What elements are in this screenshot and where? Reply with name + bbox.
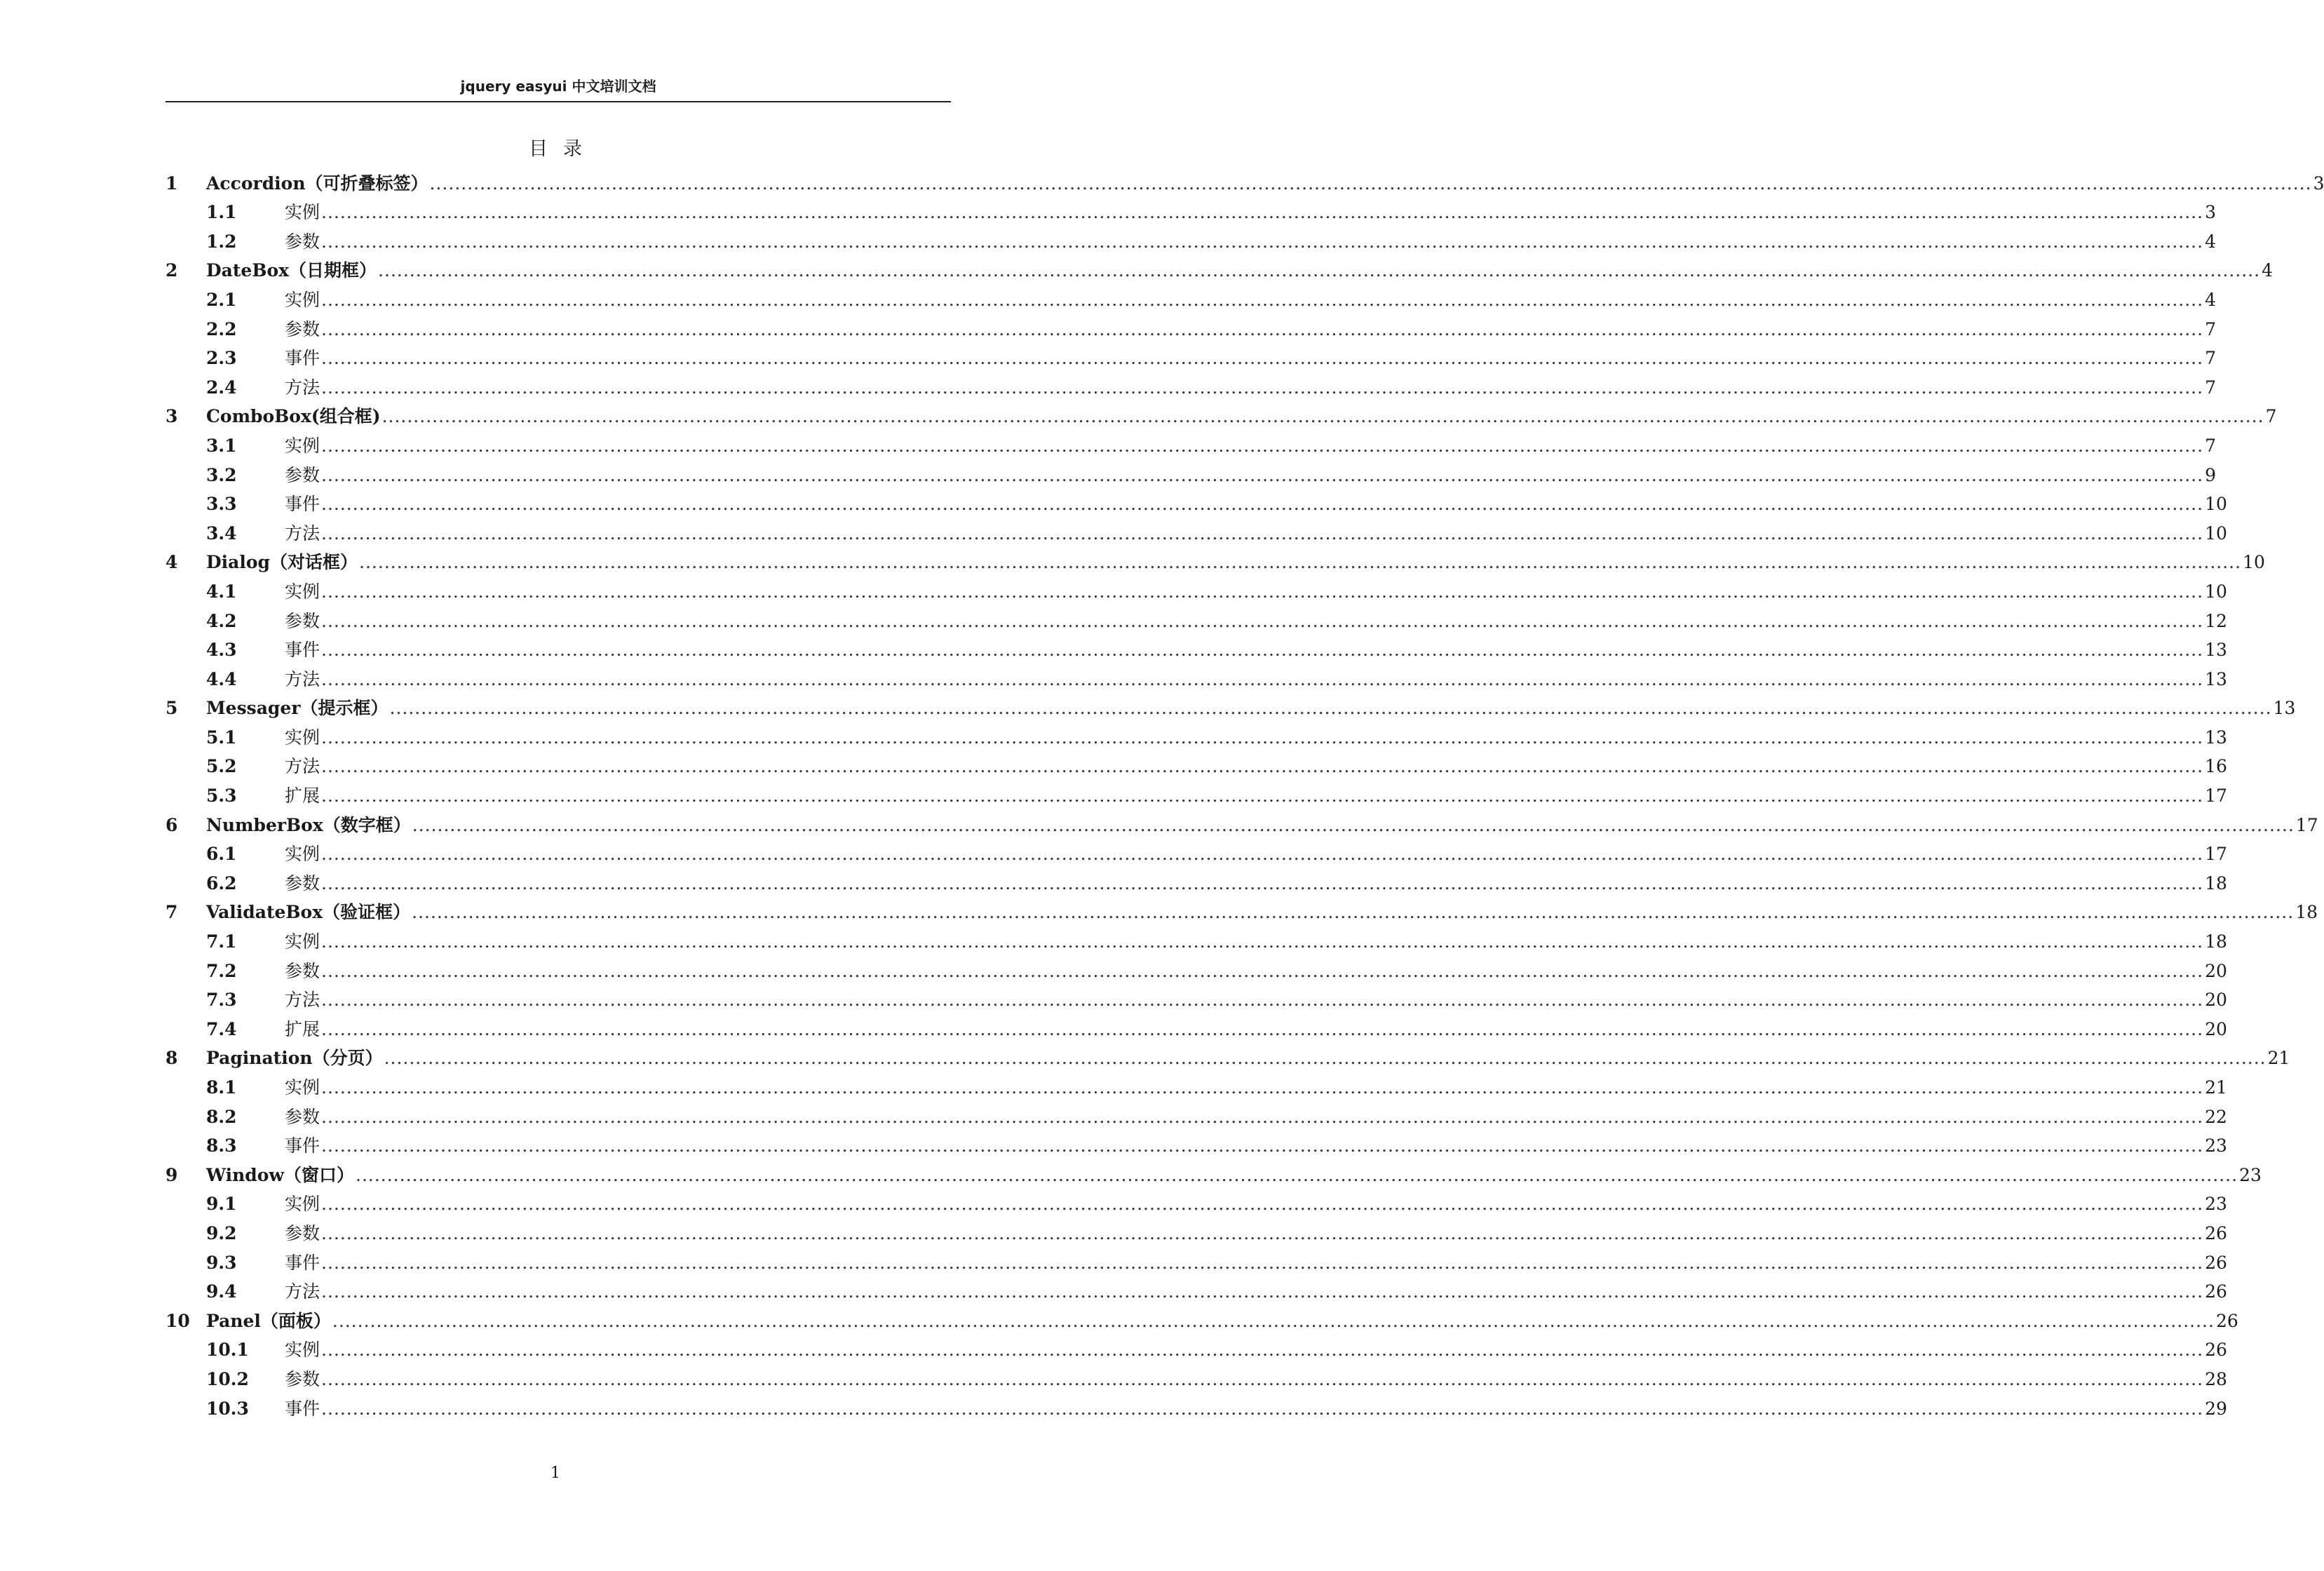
- toc-entry-label: 实例: [285, 1340, 320, 1361]
- toc-entry-section[interactable]: [165, 1011, 2227, 1041]
- toc-entry-page: 26: [2205, 1222, 2227, 1243]
- toc-entry-number: 6.1: [206, 844, 237, 865]
- toc-entry-label: 参数: [285, 1222, 320, 1243]
- toc-entry-chapter[interactable]: [165, 545, 2265, 574]
- toc-entry-page: 17: [2205, 786, 2227, 807]
- toc-entry-section[interactable]: [165, 1128, 2227, 1158]
- toc-entry-section[interactable]: [165, 1391, 2227, 1420]
- toc-dot-leader: ............................................................................................................................................................................................................................................................................................................: [321, 756, 2204, 777]
- toc-entry-page: 26: [2205, 1252, 2227, 1273]
- toc-entry-label: Panel（面板）: [206, 1310, 331, 1331]
- toc-dot-leader: ............................................................................................................................................................................................................................................................................................................: [384, 1048, 2266, 1069]
- toc-dot-leader: ............................................................................................................................................................................................................................................................................................................: [378, 260, 2261, 281]
- toc-entry-number: 7.1: [206, 931, 237, 952]
- toc-entry-number: 5: [165, 698, 178, 719]
- toc-dot-leader: ............................................................................................................................................................................................................................................................................................................: [412, 902, 2295, 923]
- toc-entry-page: 18: [2295, 902, 2318, 923]
- toc-dot-leader: ............................................................................................................................................................................................................................................................................................................: [321, 1135, 2204, 1157]
- toc-entry-page: 13: [2205, 668, 2227, 689]
- toc-entry-number: 4.1: [206, 581, 237, 602]
- toc-entry-label: 参数: [285, 231, 320, 252]
- toc-entry-number: 7.2: [206, 960, 237, 981]
- toc-entry-label: 方法: [285, 522, 320, 544]
- toc-entry-label: 参数: [285, 960, 320, 981]
- toc-entry-label: 实例: [285, 581, 320, 602]
- toc-entry-section[interactable]: [165, 428, 2216, 457]
- toc-entry-page: 22: [2205, 1106, 2227, 1127]
- toc-entry-label: 方法: [285, 377, 320, 398]
- toc-entry-number: 9: [165, 1164, 178, 1185]
- toc-entry-number: 5.2: [206, 756, 237, 777]
- toc-entry-page: 3: [2313, 173, 2324, 194]
- toc-title: 目录: [529, 138, 597, 160]
- toc-entry-number: 1.1: [206, 202, 237, 223]
- toc-entry-number: 3: [165, 406, 178, 427]
- toc-entry-chapter[interactable]: [165, 1041, 2290, 1070]
- toc-entry-chapter[interactable]: [165, 807, 2318, 837]
- toc-dot-leader: ............................................................................................................................................................................................................................................................................................................: [332, 1310, 2215, 1331]
- toc-dot-leader: ............................................................................................................................................................................................................................................................................................................: [321, 668, 2204, 689]
- toc-entry-page: 10: [2243, 552, 2265, 573]
- toc-dot-leader: ............................................................................................................................................................................................................................................................................................................: [321, 1077, 2204, 1098]
- toc-entry-page: 18: [2205, 872, 2227, 894]
- toc-entry-page: 13: [2273, 698, 2296, 719]
- toc-entry-number: 8.2: [206, 1106, 237, 1127]
- toc-entry-page: 7: [2205, 318, 2216, 339]
- toc-entry-number: 2.4: [206, 377, 237, 398]
- toc-entry-number: 9.2: [206, 1222, 237, 1243]
- toc-entry-label: 参数: [285, 464, 320, 485]
- toc-entry-label: 事件: [285, 494, 320, 515]
- toc-dot-leader: ............................................................................................................................................................................................................................................................................................................: [429, 173, 2312, 194]
- toc-entry-number: 8.3: [206, 1135, 237, 1157]
- toc-entry-number: 6.2: [206, 872, 237, 894]
- toc-entry-label: 方法: [285, 1281, 320, 1302]
- toc-entry-section[interactable]: [165, 1274, 2227, 1304]
- toc-entry-number: 8: [165, 1048, 178, 1069]
- toc-dot-leader: ............................................................................................................................................................................................................................................................................................................: [321, 1340, 2204, 1361]
- toc-entry-page: 13: [2205, 727, 2227, 748]
- toc-entry-label: ValidateBox（验证框）: [206, 902, 411, 923]
- toc-dot-leader: ............................................................................................................................................................................................................................................................................................................: [321, 202, 2204, 223]
- toc-entry-label: 参数: [285, 1368, 320, 1389]
- toc-entry-number: 9.3: [206, 1252, 237, 1273]
- toc-entry-section[interactable]: [165, 224, 2216, 253]
- toc-entry-chapter[interactable]: [165, 166, 2324, 195]
- toc-entry-number: 6: [165, 814, 178, 835]
- toc-entry-section[interactable]: [165, 837, 2227, 866]
- toc-entry-section[interactable]: [165, 574, 2227, 603]
- toc-entry-number: 7.3: [206, 990, 237, 1011]
- toc-entry-chapter[interactable]: [165, 1157, 2262, 1187]
- toc-entry-page: 17: [2205, 844, 2227, 865]
- toc-entry-chapter[interactable]: [165, 253, 2273, 283]
- toc-entry-section[interactable]: [165, 865, 2227, 895]
- toc-entry-page: 16: [2205, 756, 2227, 777]
- toc-entry-section[interactable]: [165, 487, 2227, 516]
- toc-entry-page: 28: [2205, 1368, 2227, 1389]
- toc-entry-section[interactable]: [165, 1099, 2227, 1128]
- toc-dot-leader: ............................................................................................................................................................................................................................................................................................................: [321, 1252, 2204, 1273]
- page-header: jquery easyui 中文培训文档: [165, 77, 951, 102]
- toc-dot-leader: ............................................................................................................................................................................................................................................................................................................: [321, 1281, 2204, 1302]
- toc-dot-leader: ............................................................................................................................................................................................................................................................................................................: [389, 698, 2272, 719]
- toc-entry-chapter[interactable]: [165, 895, 2318, 924]
- toc-dot-leader: ............................................................................................................................................................................................................................................................................................................: [321, 990, 2204, 1011]
- toc-entry-section[interactable]: [165, 633, 2227, 662]
- toc-entry-label: Window（窗口）: [206, 1164, 354, 1185]
- toc-entry-number: 1.2: [206, 231, 237, 252]
- toc-entry-label: 实例: [285, 202, 320, 223]
- toc-entry-chapter[interactable]: [165, 691, 2296, 720]
- toc-dot-leader: ............................................................................................................................................................................................................................................................................................................: [321, 1106, 2204, 1127]
- toc-entry-label: 实例: [285, 1077, 320, 1098]
- toc-entry-page: 23: [2205, 1194, 2227, 1215]
- toc-entry-label: 扩展: [285, 786, 320, 807]
- toc-entry-label: 事件: [285, 348, 320, 369]
- toc-entry-section[interactable]: [165, 778, 2227, 807]
- toc-entry-page: 20: [2205, 1018, 2227, 1039]
- toc-entry-label: 事件: [285, 1252, 320, 1273]
- toc-entry-number: 3.2: [206, 464, 237, 485]
- table-of-contents: [165, 166, 2324, 1420]
- toc-entry-chapter[interactable]: [165, 399, 2277, 429]
- toc-entry-chapter[interactable]: [165, 1303, 2238, 1333]
- toc-entry-label: 实例: [285, 931, 320, 952]
- toc-dot-leader: ............................................................................................................................................................................................................................................................................................................: [321, 931, 2204, 952]
- toc-entry-page: 9: [2205, 464, 2216, 485]
- toc-dot-leader: ............................................................................................................................................................................................................................................................................................................: [321, 231, 2204, 252]
- toc-entry-section[interactable]: [165, 983, 2227, 1012]
- toc-entry-section[interactable]: [165, 1333, 2227, 1362]
- toc-entry-number: 7: [165, 902, 178, 923]
- toc-entry-page: 10: [2205, 581, 2227, 602]
- toc-entry-section[interactable]: [165, 1215, 2227, 1245]
- toc-entry-section[interactable]: [165, 282, 2216, 311]
- toc-entry-page: 17: [2295, 814, 2318, 835]
- toc-entry-section[interactable]: [165, 311, 2216, 341]
- toc-entry-number: 3.3: [206, 494, 237, 515]
- toc-entry-number: 3.4: [206, 522, 237, 544]
- toc-entry-page: 26: [2205, 1281, 2227, 1302]
- toc-dot-leader: ............................................................................................................................................................................................................................................................................................................: [321, 872, 2204, 894]
- toc-entry-page: 23: [2205, 1135, 2227, 1157]
- toc-entry-label: 事件: [285, 1135, 320, 1157]
- toc-dot-leader: ............................................................................................................................................................................................................................................................................................................: [321, 640, 2204, 661]
- toc-entry-label: 方法: [285, 668, 320, 689]
- toc-dot-leader: ............................................................................................................................................................................................................................................................................................................: [321, 522, 2204, 544]
- toc-entry-label: 方法: [285, 990, 320, 1011]
- toc-entry-section[interactable]: [165, 603, 2227, 633]
- toc-dot-leader: ............................................................................................................................................................................................................................................................................................................: [381, 406, 2264, 427]
- toc-entry-number: 10: [165, 1310, 190, 1331]
- toc-entry-section[interactable]: [165, 195, 2216, 224]
- toc-dot-leader: ............................................................................................................................................................................................................................................................................................................: [321, 581, 2204, 602]
- toc-entry-section[interactable]: [165, 370, 2216, 399]
- toc-dot-leader: ............................................................................................................................................................................................................................................................................................................: [321, 435, 2204, 456]
- toc-entry-page: 10: [2205, 494, 2227, 515]
- toc-entry-label: ComboBox(组合框): [206, 406, 381, 427]
- toc-entry-section[interactable]: [165, 661, 2227, 691]
- toc-entry-number: 7.4: [206, 1018, 237, 1039]
- toc-entry-page: 3: [2205, 202, 2216, 223]
- toc-entry-label: 实例: [285, 844, 320, 865]
- toc-entry-number: 9.1: [206, 1194, 237, 1215]
- toc-dot-leader: ............................................................................................................................................................................................................................................................................................................: [321, 1398, 2204, 1419]
- toc-dot-leader: ............................................................................................................................................................................................................................................................................................................: [356, 1164, 2238, 1185]
- toc-entry-number: 10.1: [206, 1340, 249, 1361]
- toc-entry-page: 26: [2215, 1310, 2238, 1331]
- toc-entry-number: 4: [165, 552, 178, 573]
- toc-entry-label: 实例: [285, 435, 320, 456]
- toc-entry-section[interactable]: [165, 1361, 2227, 1391]
- toc-entry-page: 29: [2205, 1398, 2227, 1419]
- toc-dot-leader: ............................................................................................................................................................................................................................................................................................................: [359, 552, 2242, 573]
- toc-entry-label: 事件: [285, 640, 320, 661]
- page-number: 1: [550, 1464, 560, 1482]
- toc-entry-page: 21: [2267, 1048, 2290, 1069]
- toc-entry-page: 20: [2205, 990, 2227, 1011]
- toc-entry-number: 10.3: [206, 1398, 249, 1419]
- toc-dot-leader: ............................................................................................................................................................................................................................................................................................................: [321, 610, 2204, 631]
- toc-entry-page: 23: [2239, 1164, 2262, 1185]
- toc-entry-number: 5.3: [206, 786, 237, 807]
- toc-entry-label: Pagination（分页）: [206, 1048, 383, 1069]
- toc-entry-number: 5.1: [206, 727, 237, 748]
- toc-entry-label: 实例: [285, 1194, 320, 1215]
- toc-entry-number: 8.1: [206, 1077, 237, 1098]
- toc-entry-section[interactable]: [165, 953, 2227, 983]
- toc-entry-page: 7: [2265, 406, 2277, 427]
- toc-entry-label: 事件: [285, 1398, 320, 1419]
- toc-entry-page: 4: [2262, 260, 2273, 281]
- toc-entry-page: 4: [2205, 231, 2216, 252]
- toc-entry-label: Dialog（对话框）: [206, 552, 358, 573]
- toc-entry-number: 10.2: [206, 1368, 249, 1389]
- toc-dot-leader: ............................................................................................................................................................................................................................................................................................................: [321, 1222, 2204, 1243]
- toc-entry-label: 方法: [285, 756, 320, 777]
- toc-entry-page: 13: [2205, 640, 2227, 661]
- toc-entry-label: 实例: [285, 727, 320, 748]
- toc-dot-leader: ............................................................................................................................................................................................................................................................................................................: [321, 1018, 2204, 1039]
- toc-entry-label: NumberBox（数字框）: [206, 814, 411, 835]
- toc-entry-page: 7: [2205, 435, 2216, 456]
- toc-entry-page: 4: [2205, 289, 2216, 310]
- toc-entry-number: 4.2: [206, 610, 237, 631]
- toc-entry-label: Accordion（可折叠标签）: [206, 173, 428, 194]
- toc-entry-number: 2: [165, 260, 178, 281]
- toc-entry-section[interactable]: [165, 924, 2227, 953]
- toc-dot-leader: ............................................................................................................................................................................................................................................................................................................: [321, 289, 2204, 310]
- toc-entry-page: 26: [2205, 1340, 2227, 1361]
- toc-entry-label: 参数: [285, 872, 320, 894]
- toc-entry-label: 实例: [285, 289, 320, 310]
- toc-dot-leader: ............................................................................................................................................................................................................................................................................................................: [321, 318, 2204, 339]
- toc-entry-section[interactable]: [165, 1187, 2227, 1216]
- toc-entry-label: 参数: [285, 318, 320, 339]
- toc-dot-leader: ............................................................................................................................................................................................................................................................................................................: [321, 348, 2204, 369]
- toc-dot-leader: ............................................................................................................................................................................................................................................................................................................: [321, 727, 2204, 748]
- toc-dot-leader: ............................................................................................................................................................................................................................................................................................................: [321, 1194, 2204, 1215]
- toc-dot-leader: ............................................................................................................................................................................................................................................................................................................: [321, 377, 2204, 398]
- toc-entry-section[interactable]: [165, 749, 2227, 778]
- toc-entry-section[interactable]: [165, 457, 2216, 487]
- toc-entry-number: 4.3: [206, 640, 237, 661]
- toc-entry-label: 扩展: [285, 1018, 320, 1039]
- toc-dot-leader: ............................................................................................................................................................................................................................................................................................................: [412, 814, 2295, 835]
- toc-entry-section[interactable]: [165, 1070, 2227, 1099]
- toc-entry-section[interactable]: [165, 341, 2216, 370]
- toc-dot-leader: ............................................................................................................................................................................................................................................................................................................: [321, 1368, 2204, 1389]
- toc-entry-label: DateBox（日期框）: [206, 260, 377, 281]
- toc-entry-number: 1: [165, 173, 178, 194]
- toc-entry-page: 18: [2205, 931, 2227, 952]
- toc-entry-number: 3.1: [206, 435, 237, 456]
- toc-dot-leader: ............................................................................................................................................................................................................................................................................................................: [321, 494, 2204, 515]
- toc-entry-number: 2.2: [206, 318, 237, 339]
- toc-dot-leader: ............................................................................................................................................................................................................................................................................................................: [321, 844, 2204, 865]
- toc-entry-page: 20: [2205, 960, 2227, 981]
- toc-entry-section[interactable]: [165, 720, 2227, 749]
- toc-entry-number: 2.1: [206, 289, 237, 310]
- toc-dot-leader: ............................................................................................................................................................................................................................................................................................................: [321, 786, 2204, 807]
- toc-entry-label: 参数: [285, 1106, 320, 1127]
- toc-dot-leader: ............................................................................................................................................................................................................................................................................................................: [321, 464, 2204, 485]
- toc-entry-page: 21: [2205, 1077, 2227, 1098]
- toc-entry-label: Messager（提示框）: [206, 698, 389, 719]
- toc-entry-page: 12: [2205, 610, 2227, 631]
- toc-entry-number: 4.4: [206, 668, 237, 689]
- toc-entry-page: 7: [2205, 377, 2216, 398]
- toc-dot-leader: ............................................................................................................................................................................................................................................................................................................: [321, 960, 2204, 981]
- toc-entry-number: 9.4: [206, 1281, 237, 1302]
- toc-entry-label: 参数: [285, 610, 320, 631]
- toc-entry-number: 2.3: [206, 348, 237, 369]
- toc-entry-page: 7: [2205, 348, 2216, 369]
- toc-entry-section[interactable]: [165, 1245, 2227, 1274]
- toc-entry-section[interactable]: [165, 515, 2227, 545]
- toc-entry-page: 10: [2205, 522, 2227, 544]
